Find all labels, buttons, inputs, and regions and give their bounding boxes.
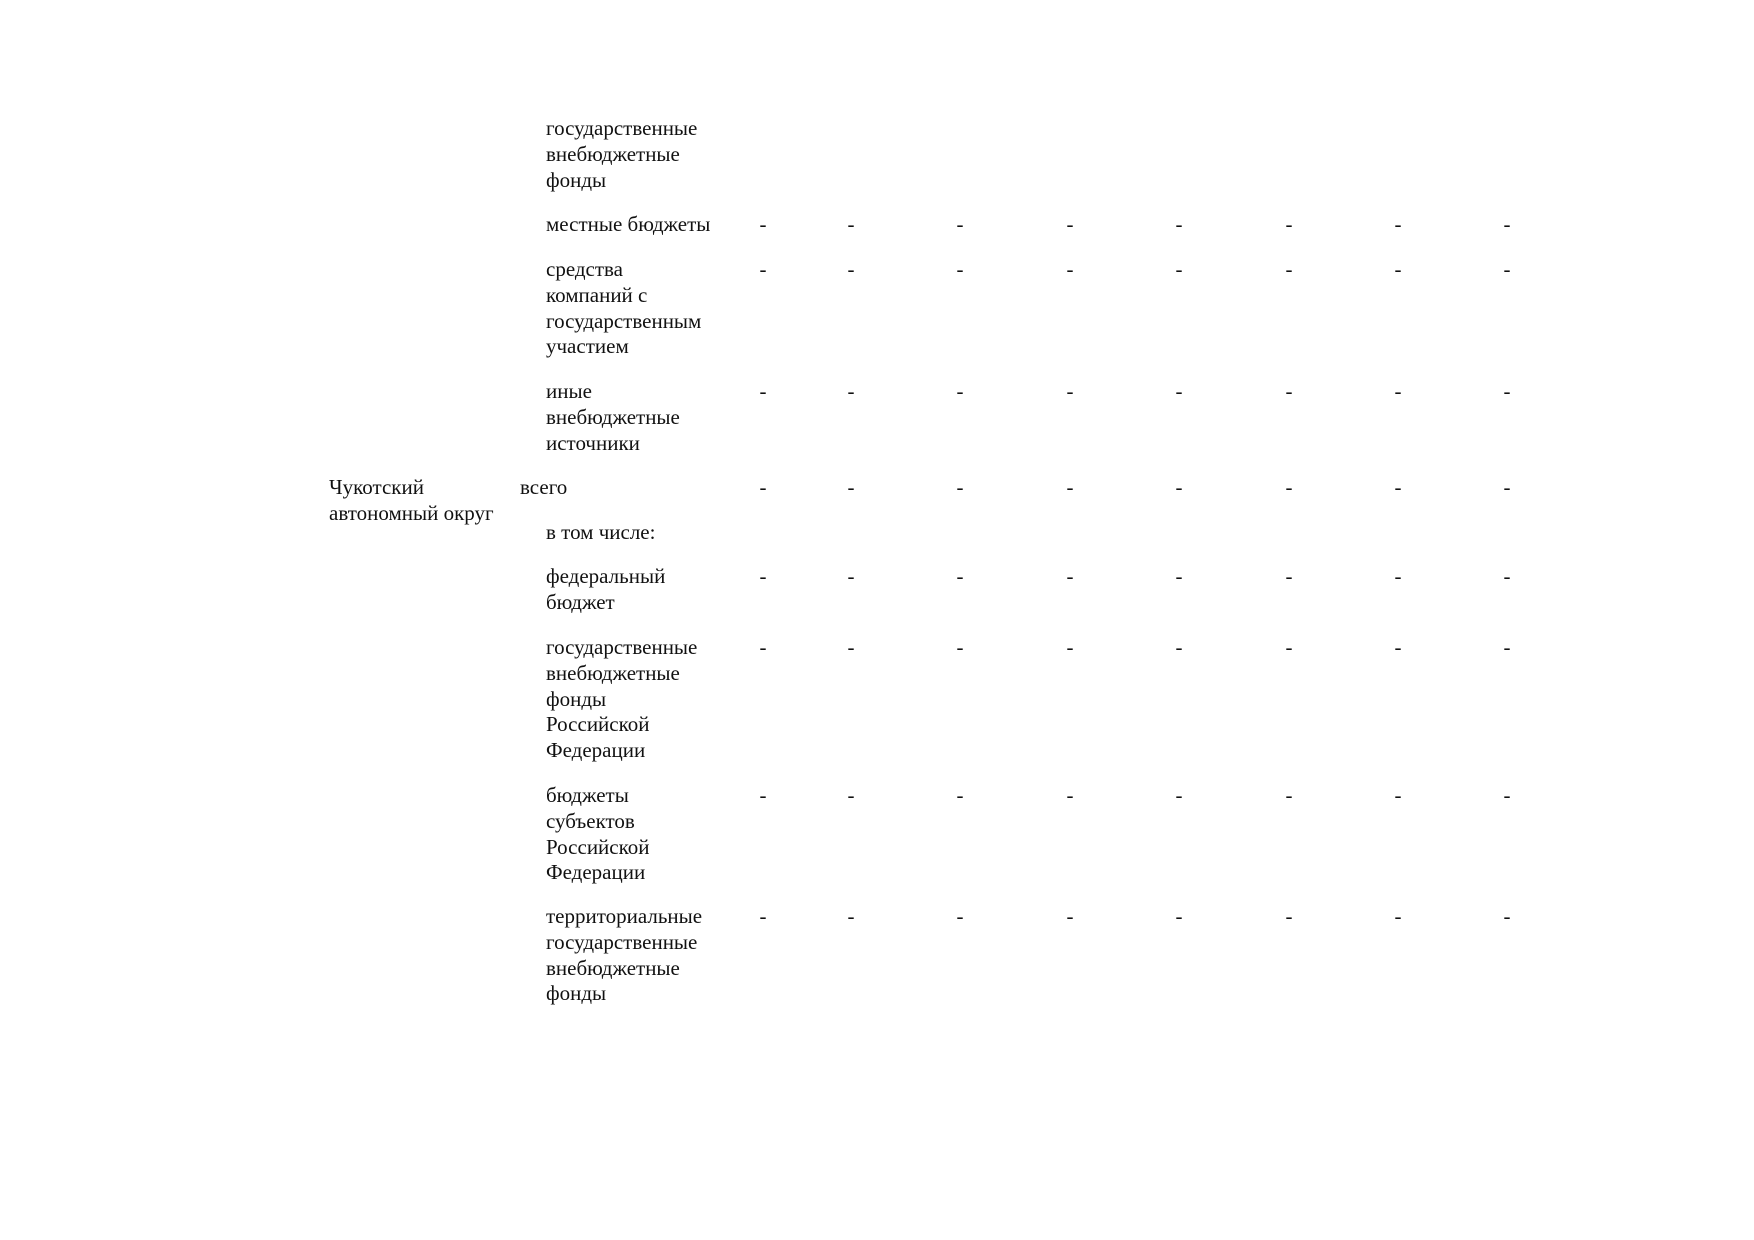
cell-value: - — [1066, 783, 1074, 807]
cell-value: - — [1394, 475, 1402, 499]
cell-value: - — [759, 379, 767, 403]
cell-value: - — [956, 564, 964, 588]
cell-value: - — [1066, 904, 1074, 928]
cell-value: - — [1394, 783, 1402, 807]
cell-value: - — [1175, 904, 1183, 928]
cell-value: - — [1285, 257, 1293, 281]
row-label: всего — [520, 475, 568, 499]
cell-value: - — [1285, 212, 1293, 236]
cell-value: - — [1285, 379, 1293, 403]
cell-value: - — [1503, 212, 1511, 236]
cell-value: - — [1503, 904, 1511, 928]
cell-value: - — [1503, 564, 1511, 588]
cell-value: - — [847, 379, 855, 403]
region-name: Чукотский автономный округ — [329, 475, 494, 525]
cell-value: - — [847, 475, 855, 499]
row-label: средства компаний с государственным участием — [546, 257, 702, 359]
cell-value: - — [1066, 379, 1074, 403]
cell-value: - — [759, 257, 767, 281]
cell-value: - — [1175, 212, 1183, 236]
row-label: иные внебюджетные источники — [546, 379, 680, 455]
cell-value: - — [1285, 564, 1293, 588]
cell-value: - — [1394, 257, 1402, 281]
cell-value: - — [956, 212, 964, 236]
cell-value: - — [956, 783, 964, 807]
cell-value: - — [847, 904, 855, 928]
cell-value: - — [956, 635, 964, 659]
row-label: государственные внебюджетные фонды Российской Федерации — [546, 635, 698, 763]
cell-value: - — [759, 635, 767, 659]
cell-value: - — [1394, 212, 1402, 236]
cell-value: - — [847, 783, 855, 807]
cell-value: - — [956, 379, 964, 403]
cell-value: - — [759, 475, 767, 499]
cell-value: - — [1285, 475, 1293, 499]
cell-value: - — [847, 212, 855, 236]
cell-value: - — [1175, 475, 1183, 499]
cell-value: - — [1503, 379, 1511, 403]
cell-value: - — [1066, 212, 1074, 236]
cell-value: - — [1285, 783, 1293, 807]
cell-value: - — [1394, 904, 1402, 928]
cell-value: - — [759, 904, 767, 928]
cell-value: - — [1394, 564, 1402, 588]
cell-value: - — [1066, 564, 1074, 588]
row-label: бюджеты субъектов Российской Федерации — [546, 783, 650, 885]
cell-value: - — [759, 783, 767, 807]
row-label: федеральный бюджет — [546, 564, 666, 614]
cell-value: - — [759, 212, 767, 236]
row-label: местные бюджеты — [546, 212, 711, 236]
cell-value: - — [1285, 635, 1293, 659]
cell-value: - — [956, 475, 964, 499]
cell-value: - — [1175, 635, 1183, 659]
cell-value: - — [1175, 379, 1183, 403]
row-label: территориальные государственные внебюджетные фонды — [546, 904, 703, 1006]
cell-value: - — [956, 257, 964, 281]
cell-value: - — [847, 257, 855, 281]
cell-value: - — [956, 904, 964, 928]
cell-value: - — [1066, 257, 1074, 281]
cell-value: - — [1175, 257, 1183, 281]
row-label: государственные внебюджетные фонды — [546, 116, 698, 192]
row-label: в том числе: — [546, 520, 656, 544]
cell-value: - — [847, 564, 855, 588]
cell-value: - — [847, 635, 855, 659]
cell-value: - — [1503, 635, 1511, 659]
cell-value: - — [1066, 635, 1074, 659]
cell-value: - — [1175, 783, 1183, 807]
cell-value: - — [1066, 475, 1074, 499]
cell-value: - — [1394, 635, 1402, 659]
cell-value: - — [759, 564, 767, 588]
cell-value: - — [1503, 257, 1511, 281]
cell-value: - — [1394, 379, 1402, 403]
cell-value: - — [1285, 904, 1293, 928]
cell-value: - — [1503, 475, 1511, 499]
cell-value: - — [1175, 564, 1183, 588]
cell-value: - — [1503, 783, 1511, 807]
